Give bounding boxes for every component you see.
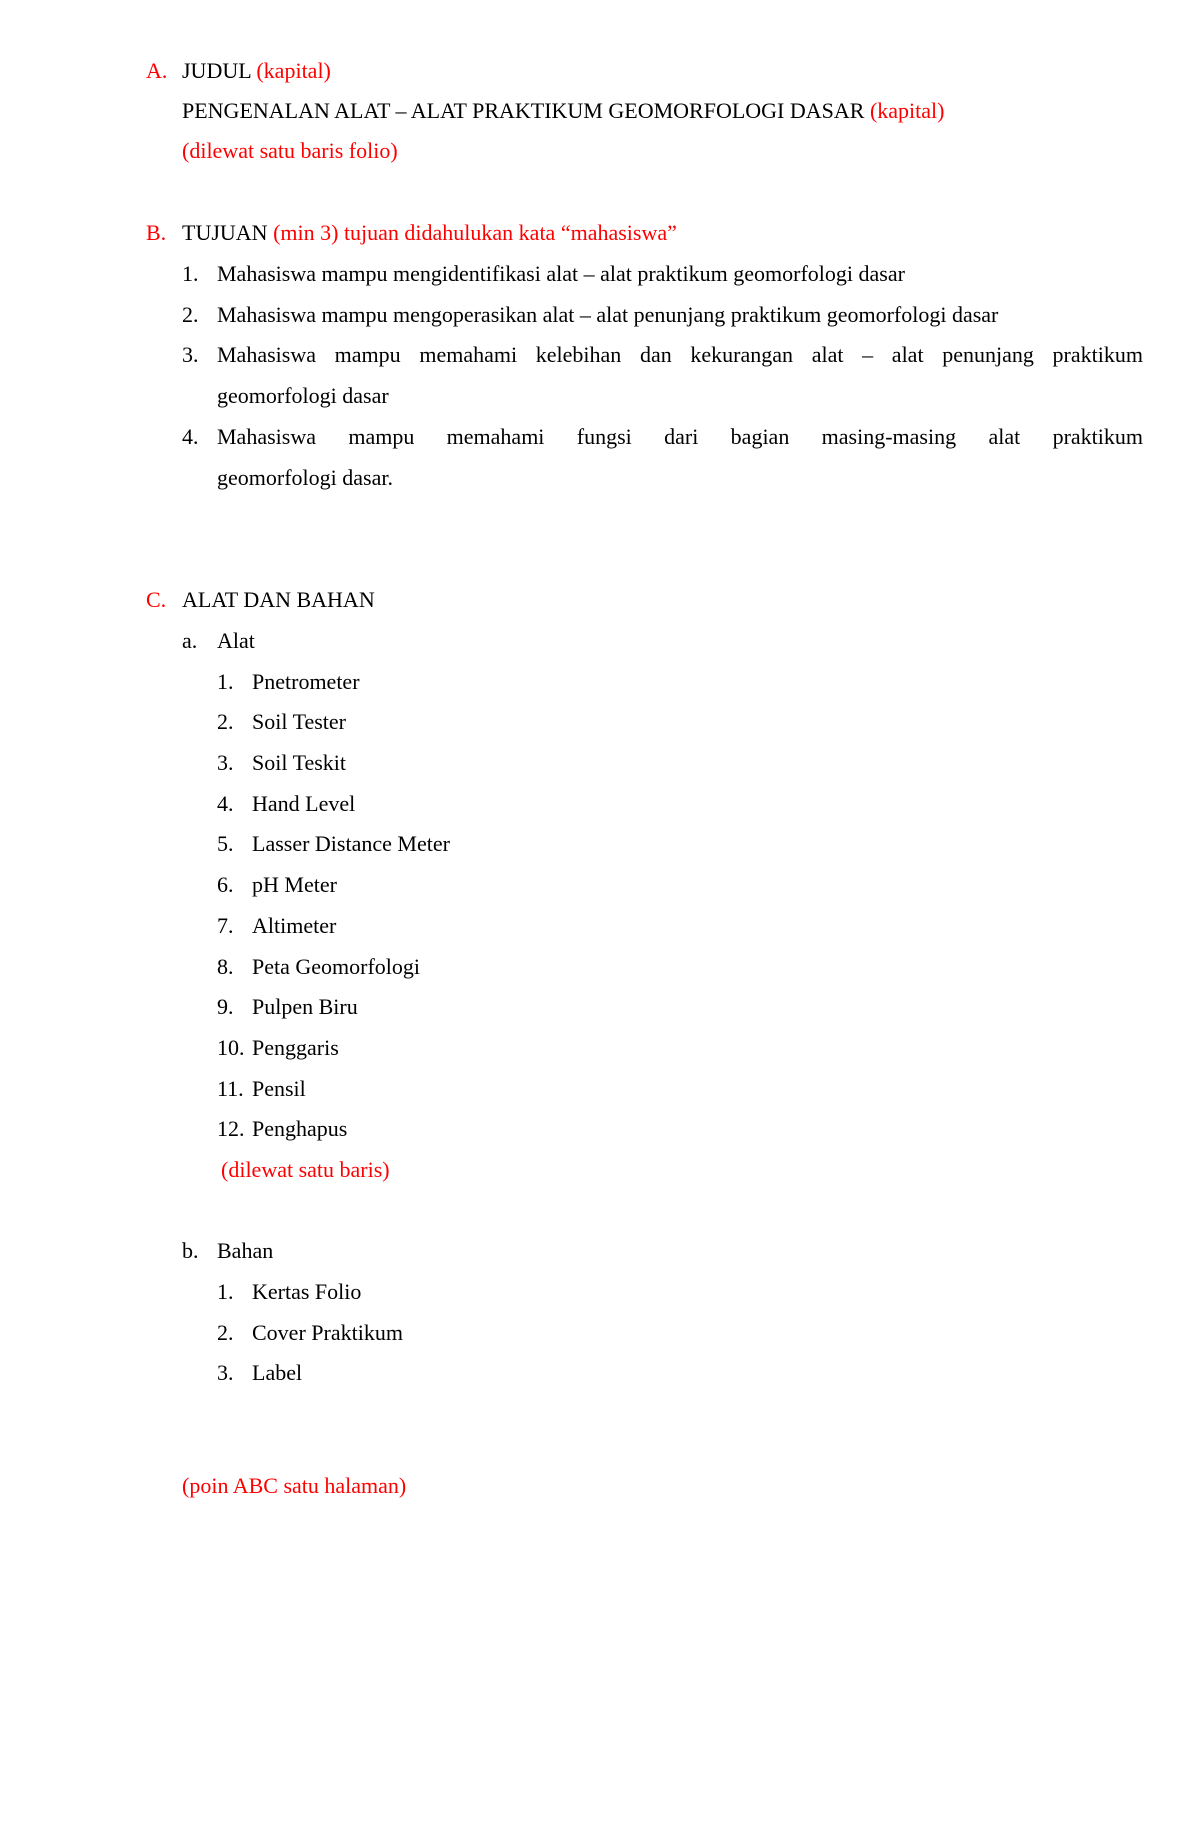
section-a-title-text: JUDUL bbox=[182, 58, 251, 83]
bahan-item-number: 3. bbox=[217, 1360, 234, 1385]
tujuan-item-number: 1. bbox=[182, 261, 199, 286]
alat-item-number: 6. bbox=[217, 872, 234, 897]
alat-item-number: 5. bbox=[217, 831, 234, 856]
alat-title: Alat bbox=[217, 628, 255, 653]
bahan-item-label: Label bbox=[252, 1360, 303, 1385]
section-a-marker: A. bbox=[146, 58, 168, 83]
alat-item-number: 11. bbox=[217, 1076, 244, 1101]
tujuan-item-number: 4. bbox=[182, 424, 199, 449]
tujuan-item-text: Mahasiswa mampu memahami kelebihan dan kekurangan alat – alat penunjang praktikum bbox=[217, 342, 1143, 367]
alat-item-number: 12. bbox=[217, 1116, 245, 1141]
alat-item-label: Hand Level bbox=[252, 791, 356, 816]
alat-item-label: Altimeter bbox=[252, 913, 337, 938]
alat-item-label: Soil Tester bbox=[252, 709, 346, 734]
bahan-marker: b. bbox=[182, 1238, 199, 1263]
alat-item-label: Peta Geomorfologi bbox=[252, 954, 421, 979]
tujuan-item-number: 3. bbox=[182, 342, 199, 367]
footer-note: (poin ABC satu halaman) bbox=[182, 1473, 407, 1498]
alat-item-number: 1. bbox=[217, 669, 234, 694]
alat-item-label: Pnetrometer bbox=[252, 669, 360, 694]
alat-item-number: 10. bbox=[217, 1035, 245, 1060]
tujuan-item-text: Mahasiswa mampu mengidentifikasi alat – alat praktikum geomorfologi dasar bbox=[217, 261, 905, 286]
section-b-title bbox=[182, 218, 677, 248]
section-c-title: ALAT DAN BAHAN bbox=[182, 587, 375, 612]
alat-item-label: Penghapus bbox=[252, 1116, 348, 1141]
section-a-heading-note: (kapital) bbox=[869, 98, 945, 123]
bahan-item-label: Kertas Folio bbox=[252, 1279, 362, 1304]
alat-item-label: Penggaris bbox=[252, 1035, 339, 1060]
tujuan-item-text: Mahasiswa mampu mengoperasikan alat – alat penunjang praktikum geomorfologi dasar bbox=[217, 302, 999, 327]
alat-item-label: Pulpen Biru bbox=[252, 994, 358, 1019]
alat-item-label: Soil Teskit bbox=[252, 750, 347, 775]
alat-item-label: pH Meter bbox=[252, 872, 337, 897]
alat-marker: a. bbox=[182, 628, 198, 653]
bahan-item-number: 1. bbox=[217, 1279, 234, 1304]
bahan-item-number: 2. bbox=[217, 1320, 234, 1345]
bahan-title: Bahan bbox=[217, 1238, 274, 1263]
section-a-title bbox=[182, 56, 331, 86]
alat-spacing-note: (dilewat satu baris) bbox=[221, 1157, 390, 1182]
alat-item-label: Lasser Distance Meter bbox=[252, 831, 450, 856]
section-a-heading bbox=[182, 96, 944, 126]
tujuan-item-text-continued: geomorfologi dasar bbox=[217, 383, 389, 408]
alat-item-number: 2. bbox=[217, 709, 234, 734]
section-b-marker: B. bbox=[146, 220, 167, 245]
alat-item-number: 7. bbox=[217, 913, 234, 938]
section-b-title-text: TUJUAN bbox=[182, 220, 268, 245]
section-b-title-note: (min 3) tujuan didahulukan kata “mahasiswa” bbox=[273, 220, 677, 245]
alat-item-number: 3. bbox=[217, 750, 234, 775]
alat-item-label: Pensil bbox=[252, 1076, 306, 1101]
alat-item-number: 9. bbox=[217, 994, 234, 1019]
alat-item-number: 8. bbox=[217, 954, 234, 979]
section-c-marker: C. bbox=[146, 587, 167, 612]
tujuan-item-text: Mahasiswa mampu memahami fungsi dari bagian masing-masing alat praktikum bbox=[217, 424, 1143, 449]
tujuan-item-number: 2. bbox=[182, 302, 199, 327]
section-a-heading-text: PENGENALAN ALAT – ALAT PRAKTIKUM GEOMORFOLOGI DASAR bbox=[182, 98, 865, 123]
alat-item-number: 4. bbox=[217, 791, 234, 816]
section-a-spacing-note: (dilewat satu baris folio) bbox=[182, 138, 398, 163]
tujuan-item-text-continued: geomorfologi dasar. bbox=[217, 465, 393, 490]
section-a-title-note: (kapital) bbox=[256, 58, 331, 83]
bahan-item-label: Cover Praktikum bbox=[252, 1320, 403, 1345]
